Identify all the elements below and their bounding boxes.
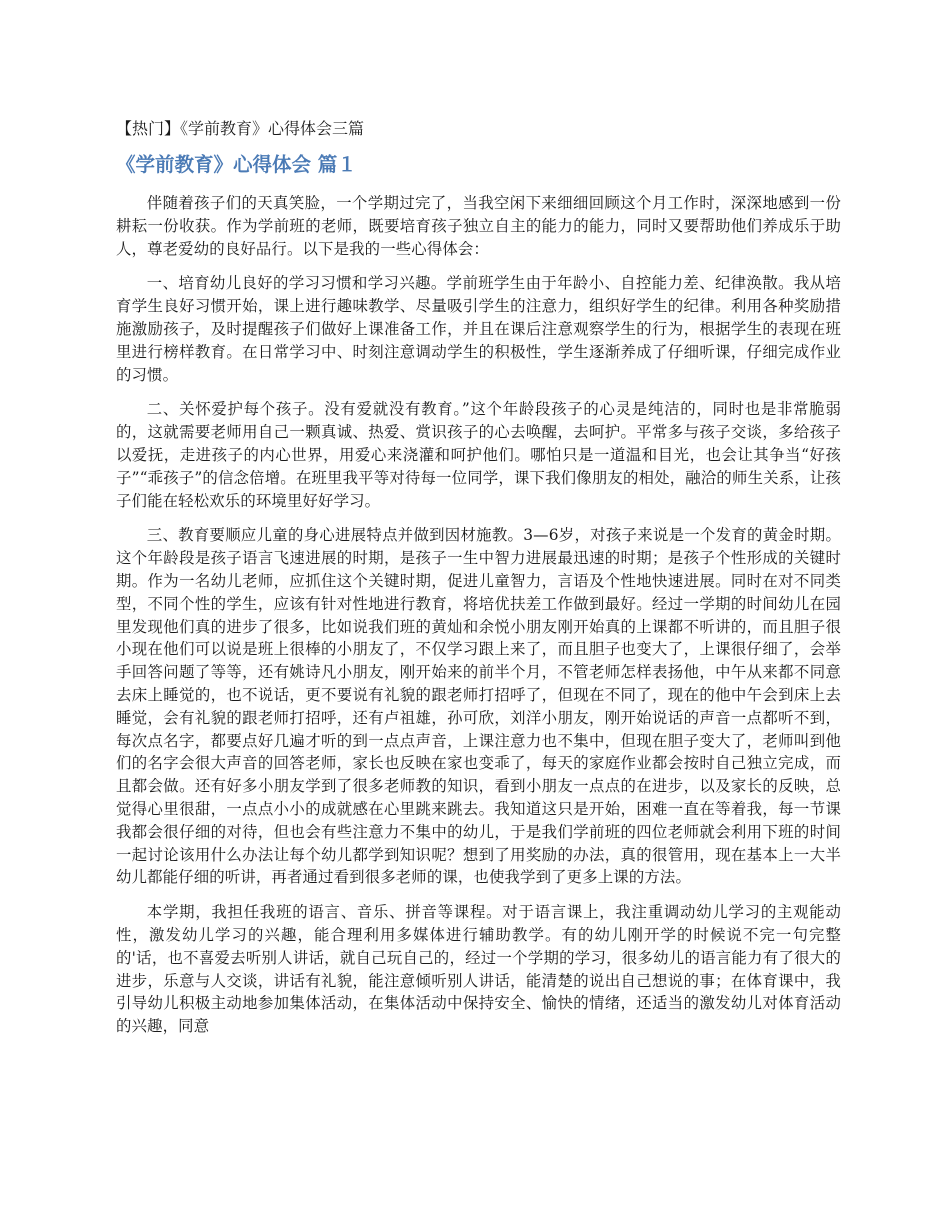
paragraph-semester-courses: 本学期，我担任我班的语言、音乐、拼音等课程。对于语言课上，我注重调动幼儿学习的主观能动性，激发幼儿学习的兴趣，能合理利用多媒体进行辅助教学。有的幼儿刚开学的时候说不完一句完整的'话，也不喜爱去听别人讲话，就自己玩自己的，经过一个学期的学习，很多幼儿的语言能力有了很大的进步，乐意与人交谈，讲话有礼貌，能注意倾听别人讲话，能清楚的说出自己想说的事；在体育课中，我引导幼儿积极主动地参加集体活动，在集体活动中保持安全、愉快的情绪，还适当的激发幼儿对体育活动的兴趣，同意 [116, 903, 841, 1036]
paragraph-point-1: 一、培育幼儿良好的学习习惯和学习兴趣。学前班学生由于年龄小、自控能力差、纪律涣散。我从培育学生良好习惯开始，课上进行趣味教学、尽量吸引学生的注意力，组织好学生的纪律。利用各种奖励措施激励孩子，及时提醒孩子们做好上课准备工作，并且在课后注意观察学生的行为，根据学生的表现在班里进行榜样教育。在日常学习中、时刻注意调动学生的积极性，学生逐渐养成了仔细听课，仔细完成作业的习惯。 [116, 274, 841, 384]
paragraph-point-3: 三、教育要顺应儿童的身心进展特点并做到因材施教。3—6岁，对孩子来说是一个发育的黄金时期。这个年龄段是孩子语言飞速进展的时期，是孩子一生中智力进展最迅速的时期；是孩子个性形成的关键时期。作为一名幼儿老师，应抓住这个关键时期，促进儿童智力，言语及个性地快速进展。同时在对不同类型，不同个性的学生，应该有针对性地进行教育，将培优扶差工作做到最好。经过一学期的时间幼儿在园里发现他们真的进步了很多，比如说我们班的黄灿和余悦小朋友刚开始真的上课都不听讲的，而且胆子很小现在他们可以说是班上很棒的小朋友了，不仅学习跟上来了，而且胆子也变大了，上课很仔细了，会举手回答问题了等等，还有姚诗凡小朋友，刚开始来的前半个月，不管老师怎样表扬他，中午从来都不同意去床上睡觉的，也不说话，更不要说有礼貌的跟老师打招呼了，但现在不同了，现在的他中午会到床上去睡觉，会有礼貌的跟老师打招呼，还有卢祖雄，孙可欣，刘洋小朋友，刚开始说话的声音一点都听不到，每次点名字，都要点好几遍才听的到一点点声音，上课注意力也不集中，但现在胆子变大了，老师叫到他们的名字会很大声音的回答老师，家长也反映在家也变乖了，每天的家庭作业都会按时自己独立完成，而且都会做。还有好多小朋友学到了很多老师教的知识，看到小朋友一点点的在进步，以及家长的反映，总觉得心里很甜，一点点小小的成就感在心里跳来跳去。我知道这只是开始，困难一直在等着我，每一节课我都会很仔细的对待，但也会有些注意力不集中的幼儿，于是我们学前班的四位老师就会利用下班的时间一起讨论该用什么办法让每个幼儿都学到知识呢？想到了用奖励的办法，真的很管用，现在基本上一大半幼儿都能仔细的听讲，再者通过看到很多老师的课，也使我学到了更多上课的方法。 [116, 526, 841, 887]
section-heading: 《学前教育》心得体会 篇１ [116, 153, 357, 176]
paragraph-intro: 伴随着孩子们的天真笑脸，一个学期过完了，当我空闲下来细细回顾这个月工作时，深深地感到一份耕耘一份收获。作为学前班的老师，既要培育孩子独立自主的能力的能力，同时又要帮助他们养成乐于助人，尊老爱幼的良好品行。以下是我的一些心得体会： [116, 194, 841, 258]
document-page [116, 118, 841, 1050]
document-title: 【热门】《学前教育》心得体会三篇 [116, 119, 365, 138]
paragraph-point-2: 二、关怀爱护每个孩子。没有爱就没有教育。”这个年龄段孩子的心灵是纯洁的，同时也是非常脆弱的，这就需要老师用自己一颗真诚、热爱、赏识孩子的心去唤醒，去呵护。平常多与孩子交谈，多给孩子以爱抚，走进孩子的内心世界，用爱心来浇灌和呵护他们。哪怕只是一道温和目光，也会让其争当“好孩子”“乖孩子”的信念倍增。在班里我平等对待每一位同学，课下我们像朋友的相处，融洽的师生关系，让孩子们能在轻松欢乐的环境里好好学习。 [116, 400, 841, 510]
